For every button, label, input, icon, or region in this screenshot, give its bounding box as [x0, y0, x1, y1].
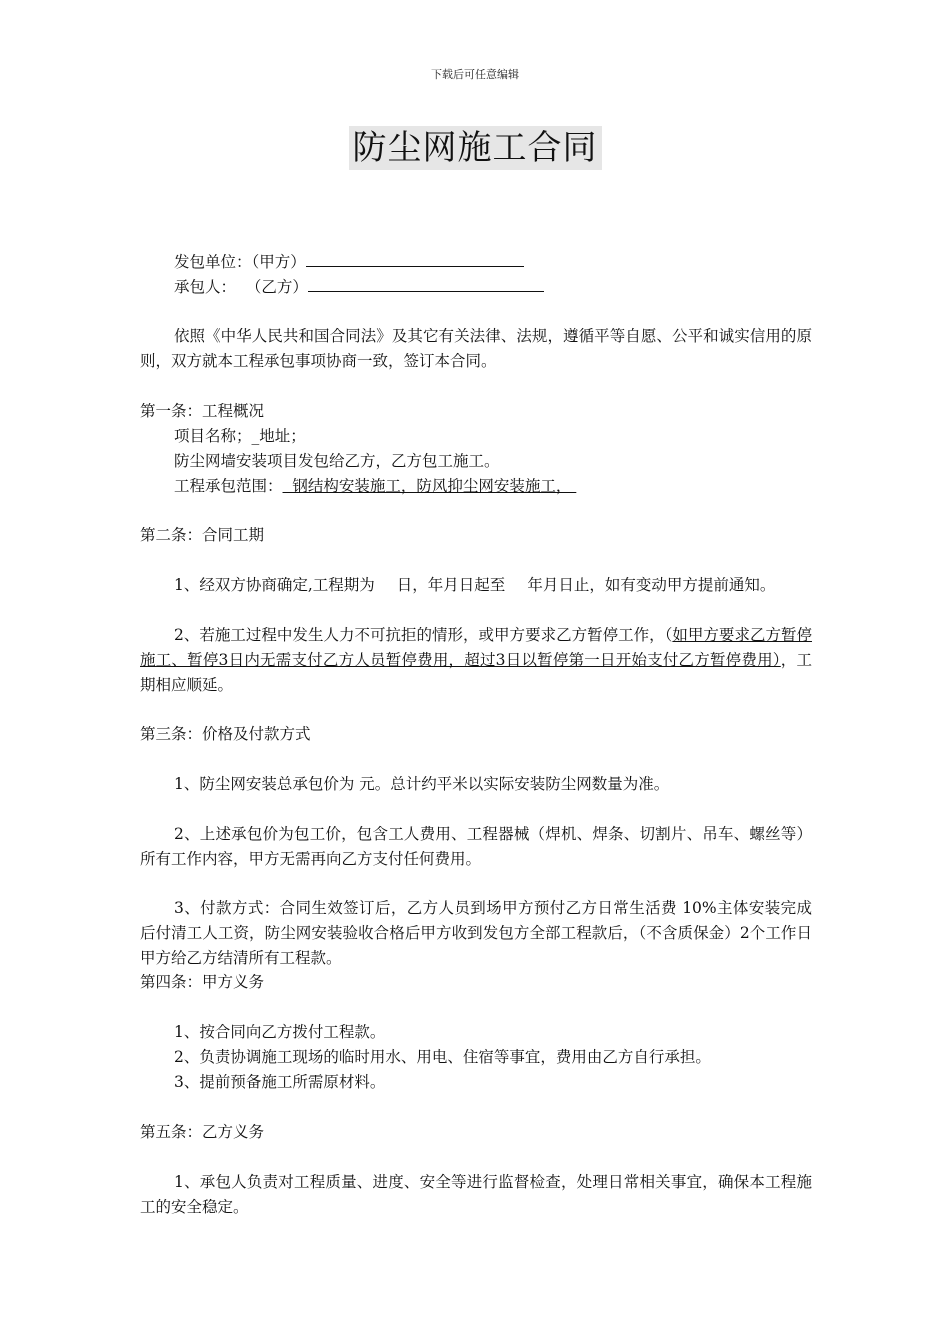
article1-project: 项目名称；_地址； — [174, 427, 306, 445]
article2-item2-underlined: 如甲方要求乙方暂停施工、暂停3日内无需支付乙方人员暂停费用，超过3日以暂停第一日开始支付乙方暂停费用） — [140, 626, 812, 669]
article4-item1: 1、按合同向乙方拨付工程款。 — [174, 1023, 386, 1041]
scope-value: 钢结构安装施工，防风抑尘网安装施工， — [282, 477, 577, 495]
article2-item2-b: ，工期相应顺延。 — [140, 651, 812, 694]
article1-desc: 防尘网墙安装项目发包给乙方，乙方包工施工。 — [174, 452, 500, 470]
article3-item2: 2、上述承包价为包工价，包含工人费用、工程器械（焊机、焊条、切割片、吊车、螺丝等）所有工作内容，甲方无需再向乙方支付任何费用。 — [140, 825, 812, 868]
document-title: 防尘网施工合同 — [349, 126, 602, 170]
article2-heading: 第二条：合同工期 — [140, 526, 265, 544]
subcontractor-label: 承包人： （乙方） — [174, 278, 308, 296]
preamble: 依照《中华人民共和国合同法》及其它有关法律、法规，遵循平等自愿、公平和诚实信用的原则，双方就本工程承包事项协商一致，签订本合同。 — [140, 327, 812, 370]
contractor-line — [174, 250, 812, 274]
scope-label: 工程承包范围： — [174, 477, 283, 495]
article5-heading: 第五条：乙方义务 — [140, 1123, 265, 1141]
article1-scope — [174, 474, 812, 498]
document-title-wrap — [0, 126, 950, 170]
article3-heading: 第三条：价格及付款方式 — [140, 725, 311, 743]
contractor-blank — [306, 250, 524, 267]
article3-item1: 1、防尘网安装总承包价为 元。总计约平米以实际安装防尘网数量为准。 — [174, 775, 670, 793]
article1-heading: 第一条：工程概况 — [140, 402, 265, 420]
article4-item2: 2、负责协调施工现场的临时用水、用电、住宿等事宜，费用由乙方自行承担。 — [174, 1048, 711, 1066]
article4-item3: 3、提前预备施工所需原材料。 — [174, 1073, 386, 1091]
article2-item1 — [174, 573, 812, 597]
article2-item1-b: 日，年月日起至 — [396, 576, 506, 594]
article2-item1-a: 1、经双方协商确定,工程期为 — [174, 576, 375, 594]
subcontractor-blank — [308, 275, 544, 292]
article2-item2-a: 2、若施工过程中发生人力不可抗拒的情形，或甲方要求乙方暂停工作，（ — [174, 626, 673, 644]
article3-item3: 3、付款方式：合同生效签订后，乙方人员到场甲方预付乙方日常生活费 10%主体安装完成后付清工人工资，防尘网安装验收合格后甲方收到发包方全部工程款后，（不含质保金）2个工作日甲方给乙方结清所有工程款。 — [140, 899, 812, 967]
article2-item2 — [140, 623, 812, 698]
article5-item1: 1、承包人负责对工程质量、进度、安全等进行监督检查，处理日常相关事宜，确保本工程施工的安全稳定。 — [140, 1173, 812, 1216]
header-note: 下载后可任意编辑 — [431, 68, 519, 81]
article2-item1-c: 年月日止，如有变动甲方提前通知。 — [527, 576, 776, 594]
article4-heading: 第四条：甲方义务 — [140, 973, 265, 991]
contractor-label: 发包单位：（甲方） — [174, 253, 306, 271]
subcontractor-line — [174, 275, 812, 299]
